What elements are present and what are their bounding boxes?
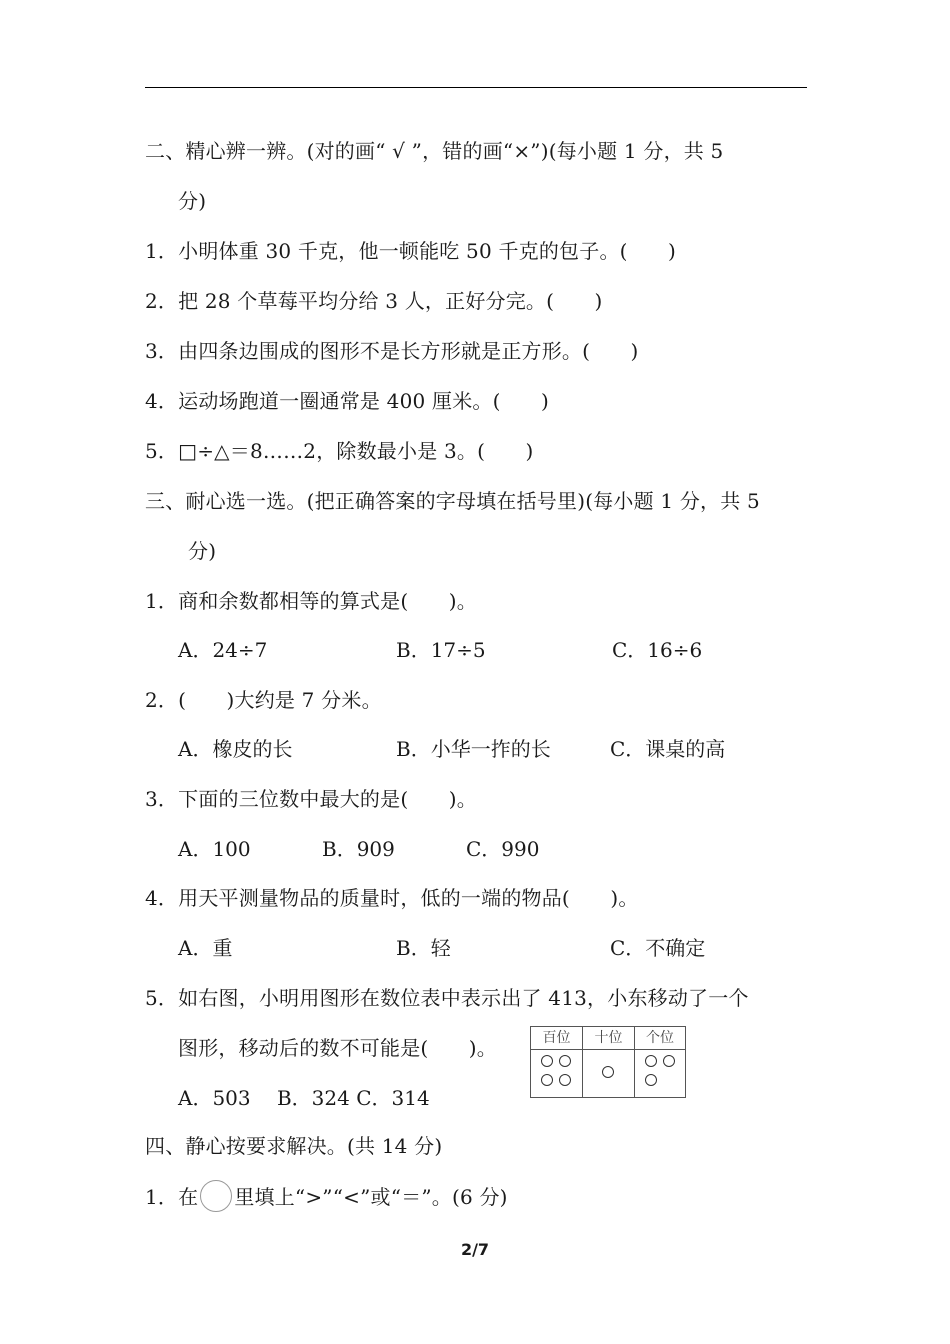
section3-q2-option-b: B．小华一拃的长 [396,737,551,761]
header-hundreds: 百位 [542,1030,571,1046]
counter-circle [541,1055,553,1067]
section4-title: 四、静心按要求解决。(共 14 分) [145,1134,443,1158]
counter-circle [645,1074,657,1086]
section2-title: 二、精心辨一辨。(对的画“ √ ”，错的画“×”)(每小题 1 分，共 5 [145,139,724,163]
section3-title-cont: 分) [188,539,217,563]
section3-q1-option-a: A．24÷7 [178,638,268,662]
section2-item-5: 5．□÷△＝8……2，除数最小是 3。( ) [145,439,534,463]
counter-circle [559,1055,571,1067]
section3-q3-option-b: B．909 [322,837,395,861]
section2-title-cont: 分) [178,189,207,213]
section3-q1-stem: 1．商和余数都相等的算式是( )。 [145,589,477,613]
counter-circle [602,1066,614,1078]
section2-item-2: 2．把 28 个草莓平均分给 3 人，正好分完。( ) [145,289,603,313]
section4-q1 [145,1180,508,1212]
place-value-table [530,1026,686,1098]
section3-q1-option-b: B．17÷5 [396,638,486,662]
section3-q2-option-a: A．橡皮的长 [178,737,293,761]
table-divider [531,1049,685,1050]
section3-q5-stem-cont: 图形，移动后的数不可能是( )。 [178,1036,498,1060]
header-rule [145,87,807,88]
section3-q3-stem: 3．下面的三位数中最大的是( )。 [145,787,477,811]
section3-q2-option-c: C．课桌的高 [610,737,726,761]
section3-q5-stem: 5．如右图，小明用图形在数位表中表示出了 413，小东移动了一个 [145,986,749,1010]
section3-q5-options: A．503 B．324 C．314 [178,1086,430,1110]
page-number: 2/7 [460,1240,490,1259]
section3-q3-option-a: A．100 [178,837,251,861]
counter-circle [559,1074,571,1086]
section3-title: 三、耐心选一选。(把正确答案的字母填在括号里)(每小题 1 分，共 5 [145,489,760,513]
counter-circle [645,1055,657,1067]
section3-q1-option-c: C．16÷6 [612,638,703,662]
section4-q1-prefix: 1．在 [145,1185,199,1209]
section2-item-1: 1．小明体重 30 千克，他一顿能吃 50 千克的包子。( ) [145,239,677,263]
section3-q4-option-c: C．不确定 [610,936,706,960]
section4-q1-suffix: 里填上“>”“<”或“＝”。(6 分) [234,1185,508,1209]
section3-q4-stem: 4．用天平测量物品的质量时，低的一端的物品( )。 [145,886,639,910]
section2-item-4: 4．运动场跑道一圈通常是 400 厘米。( ) [145,389,550,413]
section2-item-3: 3．由四条边围成的图形不是长方形就是正方形。( ) [145,339,639,363]
answer-circle[interactable] [200,1180,232,1212]
counter-circle [663,1055,675,1067]
header-ones: 个位 [646,1030,674,1046]
section3-q4-option-b: B．轻 [396,936,451,960]
counter-circle [541,1074,553,1086]
table-divider [582,1027,583,1097]
header-tens: 十位 [594,1030,623,1046]
section3-q2-stem: 2．( )大约是 7 分米。 [145,688,382,712]
section3-q4-option-a: A．重 [178,936,233,960]
table-divider [634,1027,635,1097]
section3-q3-option-c: C．990 [466,837,540,861]
